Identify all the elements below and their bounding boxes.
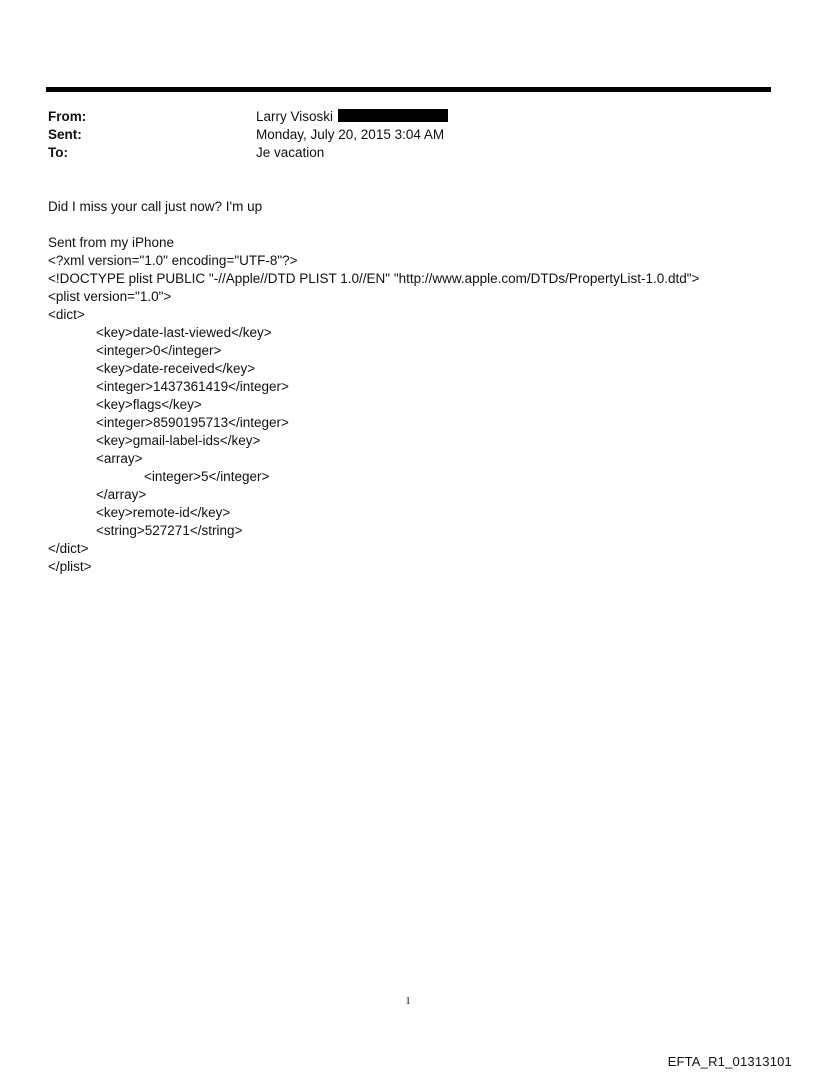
from-value-wrapper (256, 108, 448, 126)
plist-line: <key>flags</key> (96, 397, 202, 412)
plist-line: <key>remote-id</key> (96, 505, 231, 520)
from-value: Larry Visoski (256, 109, 334, 124)
plist-line: <integer>8590195713</integer> (96, 415, 289, 430)
to-row (48, 144, 768, 162)
plist-line: <key>gmail-label-ids</key> (96, 433, 261, 448)
email-body (48, 198, 778, 576)
sent-label: Sent: (48, 127, 82, 142)
bates-number: EFTA_R1_01313101 (667, 1054, 792, 1069)
plist-line: <?xml version="1.0" encoding="UTF-8"?> (48, 253, 298, 268)
spacer (48, 216, 778, 234)
plist-line: <key>date-received</key> (96, 361, 256, 376)
plist-line: </plist> (48, 559, 92, 574)
plist-line: <dict> (48, 307, 85, 322)
message-text: Did I miss your call just now? I'm up (48, 199, 263, 214)
from-label: From: (48, 109, 87, 124)
plist-line: <array> (96, 451, 143, 466)
sent-row (48, 126, 768, 144)
to-label: To: (48, 145, 68, 160)
plist-line: <key>date-last-viewed</key> (96, 325, 272, 340)
from-row (48, 108, 768, 126)
plist-line: <plist version="1.0"> (48, 289, 172, 304)
redaction-block (338, 109, 448, 122)
plist-line: <integer>5</integer> (144, 469, 270, 484)
header-rule (46, 87, 771, 92)
plist-line: </array> (96, 487, 147, 502)
plist-line: <string>527271</string> (96, 523, 243, 538)
plist-line: <integer>0</integer> (96, 343, 222, 358)
plist-line: <!DOCTYPE plist PUBLIC "-//Apple//DTD PLIST 1.0//EN" "http://www.apple.com/DTDs/PropertyList-1.0.dtd"> (48, 271, 700, 286)
plist-line: <integer>1437361419</integer> (96, 379, 289, 394)
sent-value: Monday, July 20, 2015 3:04 AM (256, 127, 445, 142)
signature-text: Sent from my iPhone (48, 235, 175, 250)
to-value: Je vacation (256, 145, 325, 160)
email-header (48, 108, 768, 162)
page-number: 1 (405, 995, 411, 1007)
plist-line: </dict> (48, 541, 89, 556)
